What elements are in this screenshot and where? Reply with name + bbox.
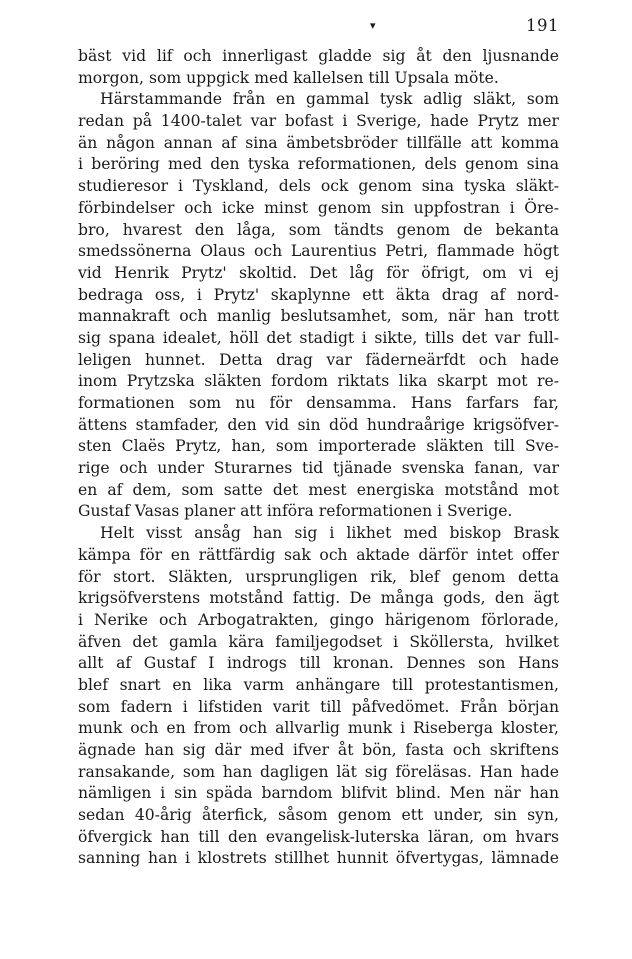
text-line: vid Henrik Prytz' skoltid. Det låg för öfrigt, om vi ej: [78, 263, 559, 282]
text-line: öfvergick han till den evangelisk-luterska läran, om hvars: [78, 827, 559, 846]
text-line: blef snart en lika varm anhängare till protestantismen,: [78, 675, 559, 694]
text-line: sten Claës Prytz, han, som importerade släkten till Sve-: [78, 437, 559, 456]
text-line: bro, hvarest den låga, som tändts genom de bekanta: [78, 220, 559, 239]
text-line: allt af Gustaf I indrogs till kronan. Dennes son Hans: [78, 654, 559, 673]
page-header: [78, 16, 559, 40]
text-line: i beröring med den tyska reformationen, dels genom sina: [78, 155, 559, 174]
text-line: bedraga oss, i Prytz' skaplynne ett äkta drag af nord-: [78, 285, 559, 304]
text-line: studieresor i Tyskland, dels ock genom sina tyska släkt-: [78, 177, 559, 196]
text-line: äfven det gamla kära familjegodset i Sköllersta, hvilket: [78, 632, 559, 651]
text-line: förbindelser och icke minst genom sin uppfostran i Öre-: [78, 198, 559, 217]
text-line: än någon annan af sina ämbetsbröder tillfälle att komma: [78, 133, 559, 152]
text-line: ägnade han sig där med ifver åt bön, fasta och skriftens: [78, 741, 559, 759]
text-line: mannakraft och manlig beslutsamhet, som, när han trott: [78, 307, 559, 326]
printer-mark: ▾: [370, 19, 376, 32]
text-line: nämligen i sin späda barndom blifvit blind. Men när han: [78, 784, 559, 803]
text-line: inom Prytzska släkten fordom riktats lika skarpt mot re-: [78, 372, 559, 391]
text-line: sanning han i klostrets stillhet hunnit öfvertygas, lämnade: [78, 849, 559, 868]
text-line: bäst vid lif och innerligast gladde sig åt den ljusnande: [78, 47, 559, 65]
text-line: sedan 40-årig återfick, såsom genom ett under, sin syn,: [78, 806, 559, 825]
text-line: morgon, som uppgick med kallelsen till Upsala möte.: [78, 68, 499, 87]
text-line: munk och en from och allvarlig munk i Riseberga kloster,: [78, 719, 559, 738]
text-line: smedssönerna Olaus och Laurentius Petri, flammade högt: [78, 242, 559, 261]
text-line: kämpa för en rättfärdig sak och aktade därför intet offer: [78, 545, 559, 564]
text-line: ättens stamfader, den vid sin död hundraårige krigsöfver-: [78, 415, 559, 434]
text-line: rige och under Sturarnes tid tjänade svenska fanan, var: [78, 459, 559, 478]
body-text: [78, 46, 559, 870]
text-line: för stort. Släkten, ursprungligen rik, blef genom detta: [78, 567, 559, 586]
text-line: formationen som nu för densamma. Hans farfars far,: [78, 394, 559, 412]
text-line: Härstammande från en gammal tysk adlig släkt, som: [100, 90, 559, 109]
text-line: sig spana idealet, höll det stadigt i sikte, tills det var full-: [78, 328, 559, 347]
page-number: 191: [526, 16, 559, 35]
text-line: Gustaf Vasas planer att införa reformationen i Sverige.: [78, 502, 513, 521]
text-line: Helt visst ansåg han sig i likhet med biskop Brask: [100, 524, 559, 543]
text-line: leligen hunnet. Detta drag var fäderneärfdt och hade: [78, 350, 559, 369]
text-line: en af dem, som satte det mest energiska motstånd mot: [78, 480, 559, 499]
text-line: ransakande, som han dagligen lät sig föreläsas. Han hade: [78, 762, 559, 781]
text-line: redan på 1400-talet var bofast i Sverige, hade Prytz mer: [78, 112, 559, 131]
text-line: krigsöfverstens motstånd fattig. De många gods, den ägt: [78, 589, 559, 608]
text-line: som fadern i lifstiden varit till påfvedömet. Från början: [78, 697, 559, 716]
text-line: i Nerike och Arbogatrakten, gingo härigenom förlorade,: [78, 610, 559, 629]
